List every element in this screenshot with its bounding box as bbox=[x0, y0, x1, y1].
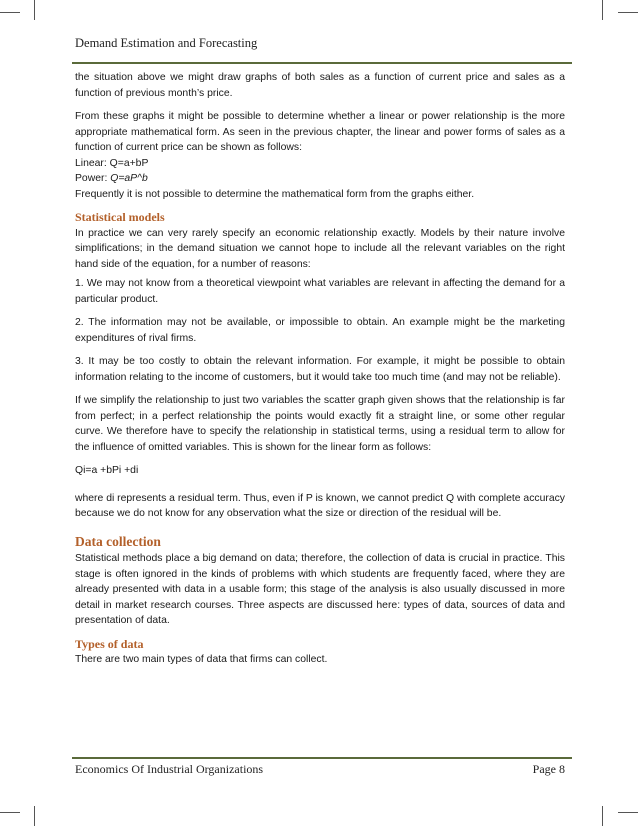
paragraph: Statistical methods place a big demand on data; therefore, the collection of data is crucial in practice. This stage is often ignored in the kinds of problems with which students are frequently faced, where they are already presented with data in a usable form; this stage of the analysis is also usually discussed in more detail in market research courses. Three aspects are discussed here: types of data, sources of data and presentation of data. bbox=[75, 553, 565, 626]
power-equation-line bbox=[75, 171, 565, 187]
crop-mark bbox=[618, 12, 638, 13]
paragraph: If we simplify the relationship to just two variables the scatter graph given shows that the relationship is far from perfect; in a perfect relationship the points would exactly fit a straight line, or some other regular curve. We therefore have to specify the relationship in statistical terms, using a residual term to allow for the influence of omitted variables. This is shown for the linear form as follows: bbox=[75, 395, 565, 453]
residual-formula: Qi=a +bPi +di bbox=[75, 465, 139, 476]
paragraph: From these graphs it might be possible to determine whether a linear or power relationship is the more appropriate mathematical form. As seen in the previous chapter, the linear and power forms of sales as a function of current price can be shown as follows: bbox=[75, 111, 565, 153]
crop-mark bbox=[34, 0, 35, 20]
header-rule bbox=[72, 62, 572, 64]
heading-data-collection: Data collection bbox=[75, 533, 161, 549]
crop-mark bbox=[602, 0, 603, 20]
paragraph: In practice we can very rarely specify an economic relationship exactly. Models by their nature involve simplifications; in the demand situation we cannot hope to include all the relevant variables on the right hand side of the equation, for a number of reasons: bbox=[75, 227, 565, 270]
crop-mark bbox=[34, 806, 35, 826]
crop-mark bbox=[618, 812, 638, 813]
footer-rule bbox=[72, 757, 572, 759]
paragraph: where di represents a residual term. Thus, even if P is known, we cannot predict Q with complete accuracy because we do not know for any observation what the size or direction of the residual will be. bbox=[75, 492, 565, 519]
page-number: Page 8 bbox=[532, 762, 565, 776]
list-item: 3. It may be too costly to obtain the relevant information. For example, it might be possible to obtain information relating to the income of customers, but it would take too much time (and may not be reliable). bbox=[75, 356, 565, 383]
footer-title: Economics Of Industrial Organizations bbox=[75, 762, 264, 776]
linear-equation-line bbox=[75, 156, 565, 172]
heading-types-of-data: Types of data bbox=[75, 636, 144, 651]
paragraph: Frequently it is not possible to determine the mathematical form from the graphs either. bbox=[75, 188, 475, 200]
page-header-title: Demand Estimation and Forecasting bbox=[75, 36, 258, 50]
page-body bbox=[75, 70, 565, 668]
crop-mark bbox=[602, 806, 603, 826]
power-formula: Q=aP^b bbox=[110, 173, 148, 184]
heading-statistical-models: Statistical models bbox=[75, 210, 165, 224]
crop-mark bbox=[0, 12, 20, 13]
paragraph: There are two main types of data that firms can collect. bbox=[75, 654, 328, 665]
list-item: 1. We may not know from a theoretical viewpoint what variables are relevant in affecting the demand for a particular product. bbox=[75, 278, 565, 305]
paragraph: the situation above we might draw graphs of both sales as a function of current price and sales as a function of previous month’s price. bbox=[75, 72, 565, 99]
list-item: 2. The information may not be available, or impossible to obtain. An example might be the marketing expenditures of rival firms. bbox=[75, 317, 565, 344]
linear-label: Linear: bbox=[75, 157, 110, 169]
power-label: Power: bbox=[75, 173, 111, 184]
crop-mark bbox=[0, 812, 20, 813]
linear-formula: Q=a+bP bbox=[109, 157, 149, 169]
